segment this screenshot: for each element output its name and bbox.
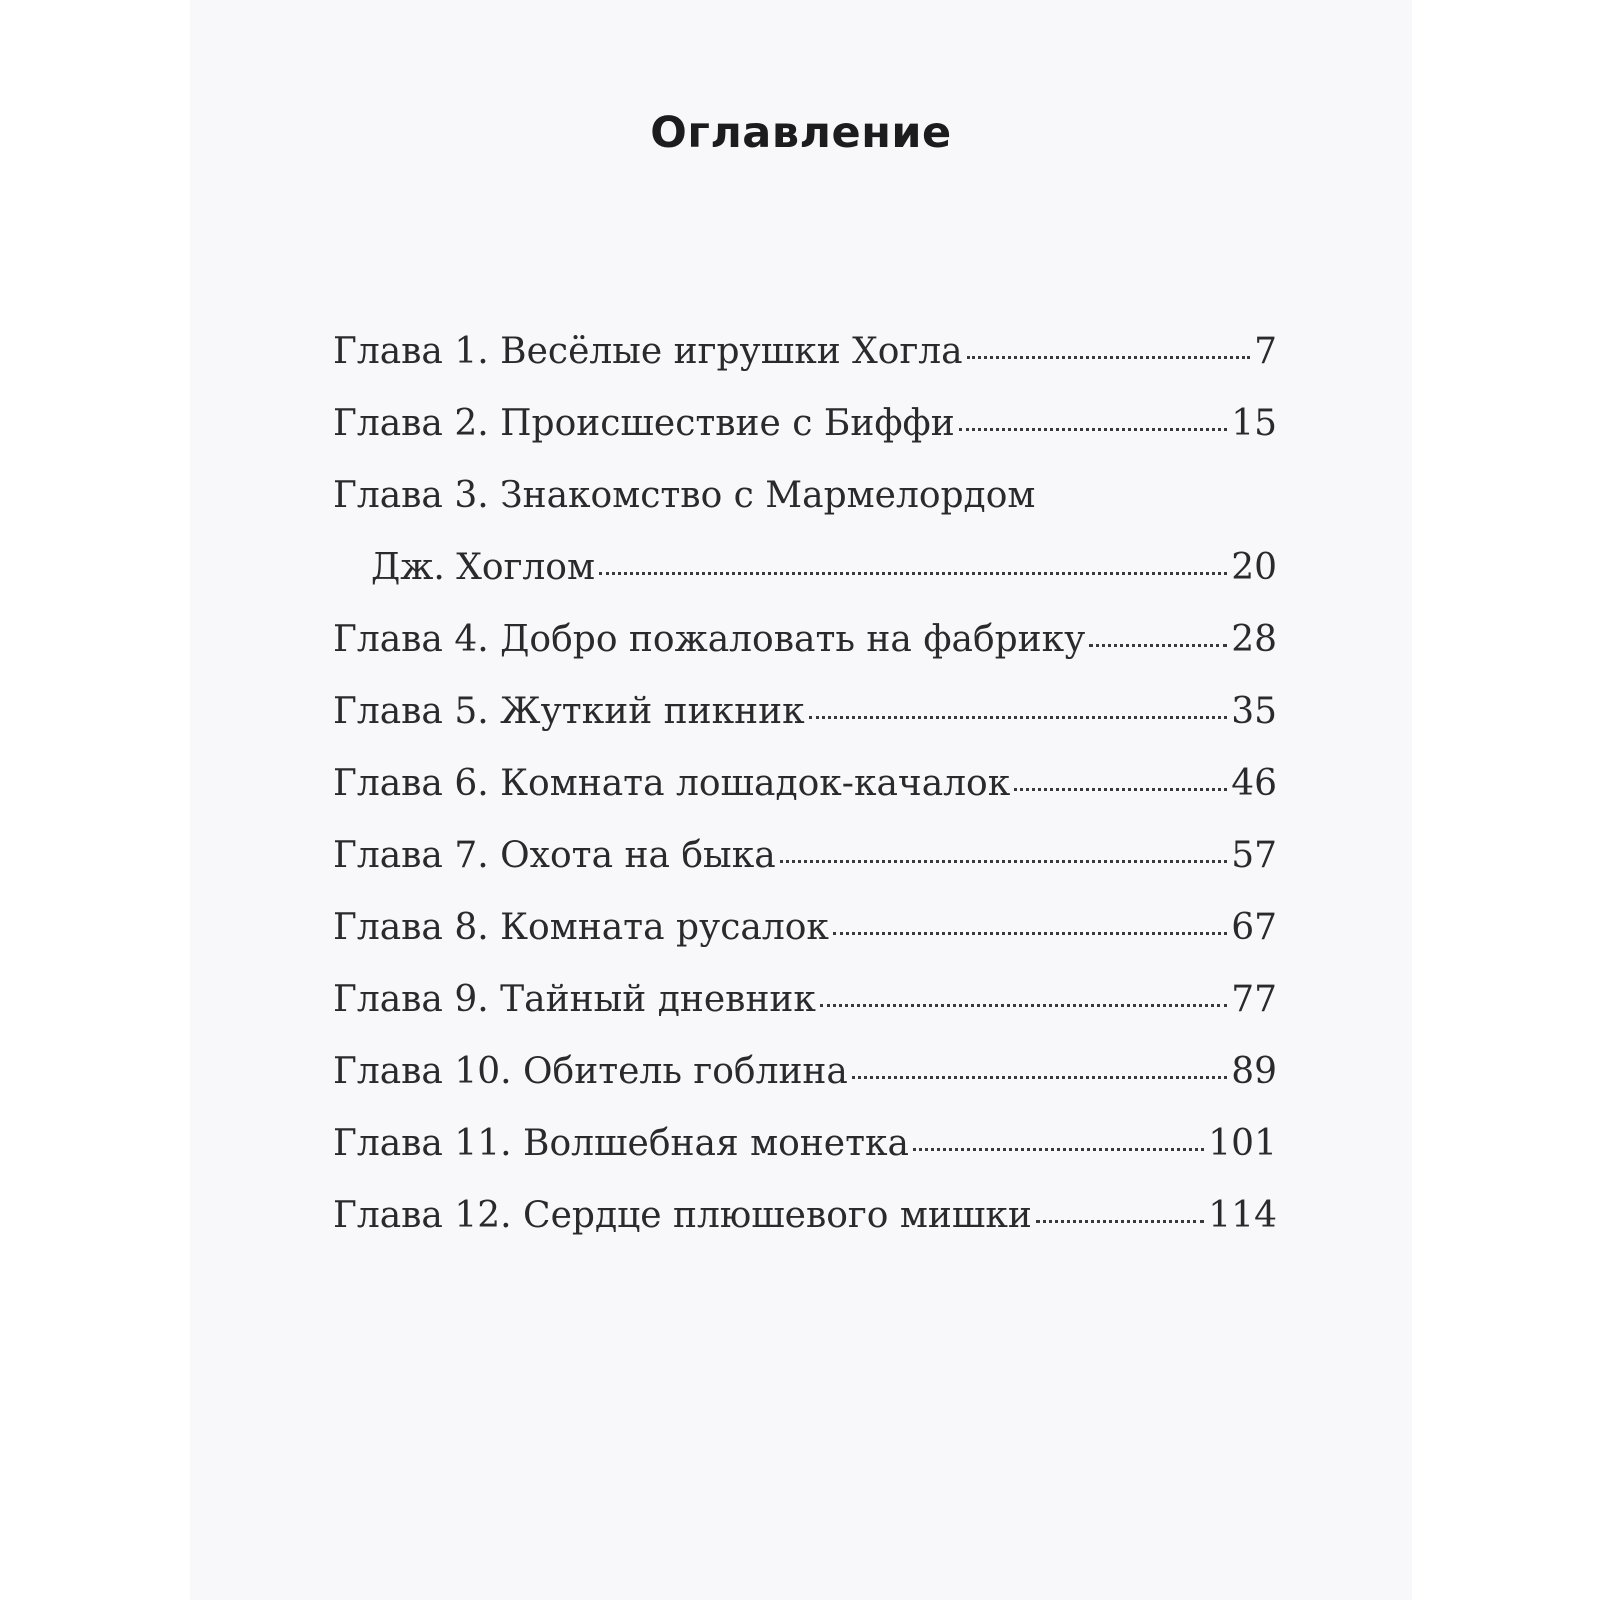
toc-entry-chapter-6[interactable] [333, 754, 1277, 814]
toc-entry-label: Глава 6. Комната лошадок-качалок [333, 763, 1011, 804]
page-number: 46 [1231, 763, 1277, 804]
toc-entry-label: Глава 11. Волшебная монетка [333, 1123, 909, 1164]
dot-leader [959, 428, 1227, 431]
toc-entry-chapter-7[interactable] [333, 826, 1277, 886]
dot-leader [780, 860, 1228, 863]
page-number: 77 [1231, 979, 1277, 1020]
toc-entry-label: Глава 4. Добро пожаловать на фабрику [333, 619, 1086, 660]
toc-entry-label: Глава 1. Весёлые игрушки Хогла [333, 331, 963, 372]
toc-entry-chapter-12[interactable] [333, 1186, 1277, 1246]
page-number: 67 [1231, 907, 1277, 948]
toc-entry-chapter-2[interactable] [333, 394, 1277, 454]
dot-leader [1014, 788, 1227, 791]
dot-leader [1036, 1220, 1204, 1223]
toc-entry-label: Глава 12. Сердце плюшевого мишки [333, 1195, 1032, 1236]
page-number: 57 [1231, 835, 1277, 876]
page-number: 20 [1231, 547, 1277, 588]
toc-entry-chapter-4[interactable] [333, 610, 1277, 670]
toc-entry-label: Глава 5. Жуткий пикник [333, 691, 805, 732]
toc-entry-chapter-9[interactable] [333, 970, 1277, 1030]
dot-leader [1089, 644, 1227, 647]
dot-leader [809, 716, 1228, 719]
page-number: 15 [1231, 403, 1277, 444]
dot-leader [852, 1076, 1227, 1079]
page-number: 35 [1231, 691, 1277, 732]
page-number: 101 [1208, 1123, 1277, 1164]
toc-entry-label: Глава 2. Происшествие с Биффи [333, 403, 955, 444]
toc-entry-chapter-11[interactable] [333, 1114, 1277, 1174]
dot-leader [833, 932, 1227, 935]
page-number: 7 [1254, 331, 1277, 372]
dot-leader [820, 1004, 1227, 1007]
toc-entry-label: Глава 9. Тайный дневник [333, 979, 816, 1020]
dot-leader [599, 572, 1227, 575]
book-page [190, 0, 1412, 1600]
page-number: 89 [1231, 1051, 1277, 1092]
toc-entry-chapter-3-line-1[interactable]: Глава 3. Знакомство с Мармелордом [333, 475, 1036, 516]
toc-entry-label: Глава 7. Охота на быка [333, 835, 776, 876]
toc-entry-label: Глава 8. Комната русалок [333, 907, 829, 948]
dot-leader [967, 356, 1250, 359]
page-number: 114 [1208, 1195, 1277, 1236]
page-title: Оглавление [650, 108, 952, 158]
toc-entry-chapter-5[interactable] [333, 682, 1277, 742]
dot-leader [913, 1148, 1204, 1151]
toc-entry-chapter-1[interactable] [333, 322, 1277, 382]
toc-entry-chapter-3-line-2[interactable] [371, 538, 1277, 598]
toc-entry-chapter-8[interactable] [333, 898, 1277, 958]
page-number: 28 [1231, 619, 1277, 660]
toc-entry-label: Дж. Хоглом [371, 547, 595, 588]
toc-entry-label: Глава 10. Обитель гоблина [333, 1051, 848, 1092]
toc-entry-chapter-10[interactable] [333, 1042, 1277, 1102]
